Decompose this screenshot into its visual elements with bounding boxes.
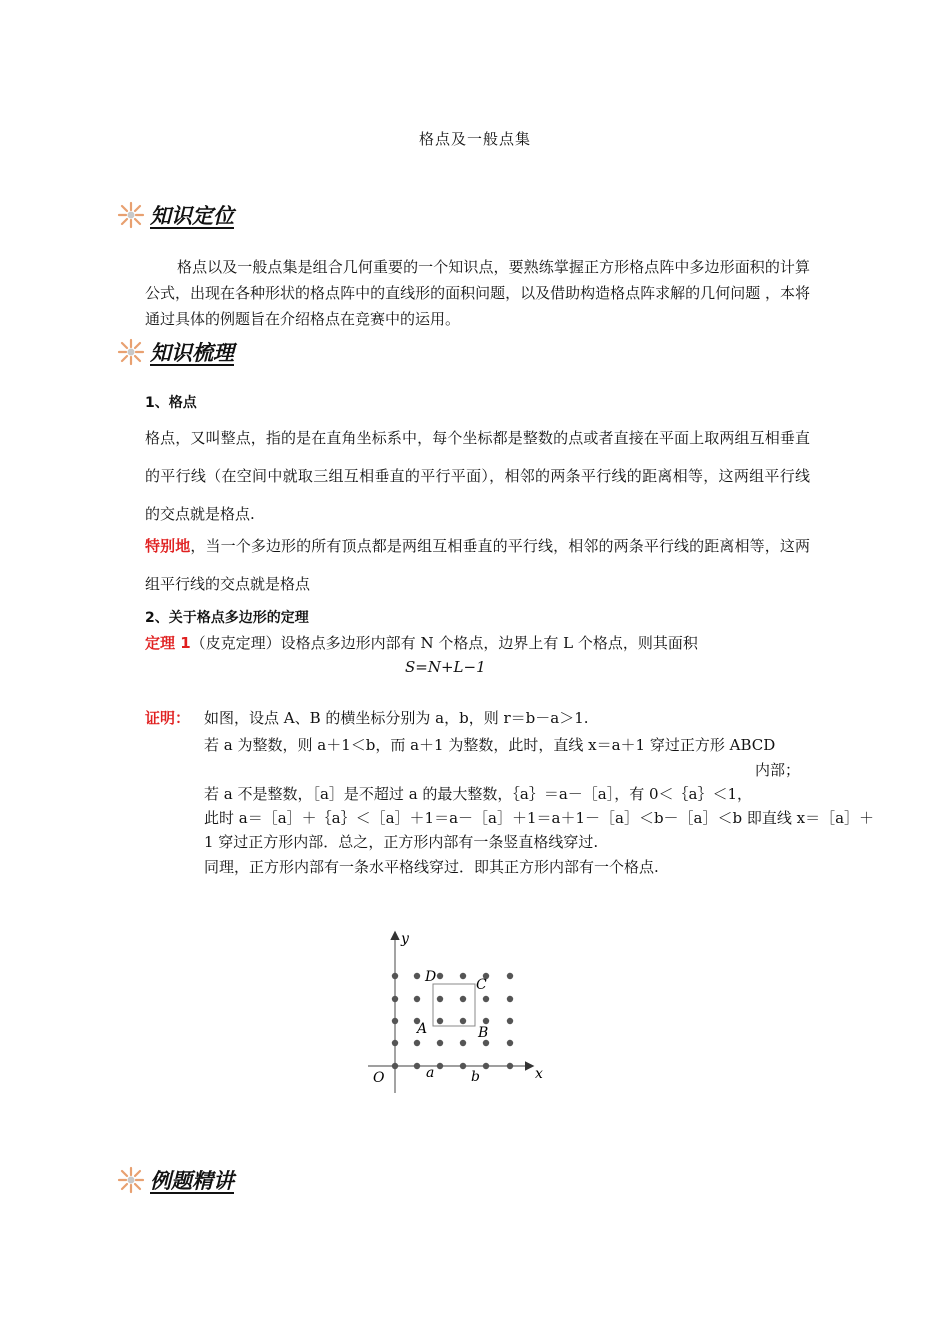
theorem-line — [145, 632, 698, 653]
lattice-dots — [392, 973, 513, 1069]
lattice-definition: 格点，又叫整点，指的是在直角坐标系中，每个坐标都是整数的点或者直接在平面上取两组互相垂直的平行线（在空间中就取三组互相垂直的平行平面），相邻的两条平行线的距离相等，这两组平行线的交点就是格点. — [145, 429, 810, 523]
proof-line: 1 穿过正方形内部．总之，正方形内部有一条竖直格线穿过. — [204, 833, 599, 851]
y-axis-label: y — [401, 931, 409, 947]
section-heading-review — [116, 335, 234, 369]
proof-line: 此时 a＝［a］＋｛a｝＜［a］＋1＝a－［a］＋1＝a＋1－［a］＜b－［a］＜b 即直线 x＝［a］＋ — [204, 809, 875, 827]
proof-line: 同理，正方形内部有一条水平格线穿过．即其正方形内部有一个格点. — [204, 858, 659, 876]
section-title: 知识梳理 — [150, 341, 234, 365]
proof-line: 如图，设点 A、B 的横坐标分别为 a，b，则 r＝b－a＞1. — [204, 709, 589, 727]
pick-formula: S=N+L−1 — [405, 658, 486, 676]
point-a-label: a — [426, 1065, 435, 1081]
burst-icon — [116, 200, 146, 230]
section-heading-positioning — [116, 198, 234, 232]
vertex-A-label: A — [417, 1021, 428, 1037]
point-b-label: b — [471, 1069, 480, 1085]
special-text: ，当一个多边形的所有顶点都是两组互相垂直的平行线，相邻的两条平行线的距离相等，这两组平行线的交点就是格点 — [145, 537, 810, 593]
burst-icon — [116, 337, 146, 367]
intro-paragraph: 格点以及一般点集是组合几何重要的一个知识点，要熟练掌握正方形格点阵中多边形面积的计算公式，出现在各种形状的格点阵中的直线形的面积问题，以及借助构造格点阵求解的几何问题 ，本将通过具体的例题旨在介绍格点在竞赛中的运用。 — [145, 258, 810, 328]
theorem-text: （皮克定理）设格点多边形内部有 N 个格点，边界上有 L 个格点，则其面积 — [190, 634, 698, 652]
section-title: 知识定位 — [150, 204, 234, 228]
lattice-figure — [360, 925, 560, 1095]
origin-label: O — [373, 1070, 385, 1086]
special-label: 特别地 — [145, 537, 191, 555]
theorem-label: 定理 1 — [145, 634, 191, 652]
x-axis-label: x — [535, 1066, 543, 1082]
proof-line: 内部； — [755, 761, 801, 779]
item-heading-theorem: 2、关于格点多边形的定理 — [145, 610, 309, 626]
proof-line: 若 a 不是整数，［a］是不超过 a 的最大整数，｛a｝＝a－［a］，有 0＜｛a｝＜1， — [204, 785, 753, 803]
page-title: 格点及一般点集 — [418, 130, 531, 148]
proof-label: 证明： — [145, 709, 191, 727]
burst-icon — [116, 1165, 146, 1195]
vertex-C-label: C — [476, 977, 487, 993]
section-heading-examples — [116, 1163, 234, 1197]
item-heading-lattice: 1、格点 — [145, 395, 197, 411]
section-title: 例题精讲 — [150, 1169, 234, 1193]
vertex-B-label: B — [478, 1025, 489, 1041]
special-note — [145, 527, 810, 603]
proof-line: 若 a 为整数，则 a＋1＜b，而 a＋1 为整数，此时，直线 x＝a＋1 穿过正方形 ABCD — [204, 736, 776, 754]
vertex-D-label: D — [425, 969, 437, 985]
